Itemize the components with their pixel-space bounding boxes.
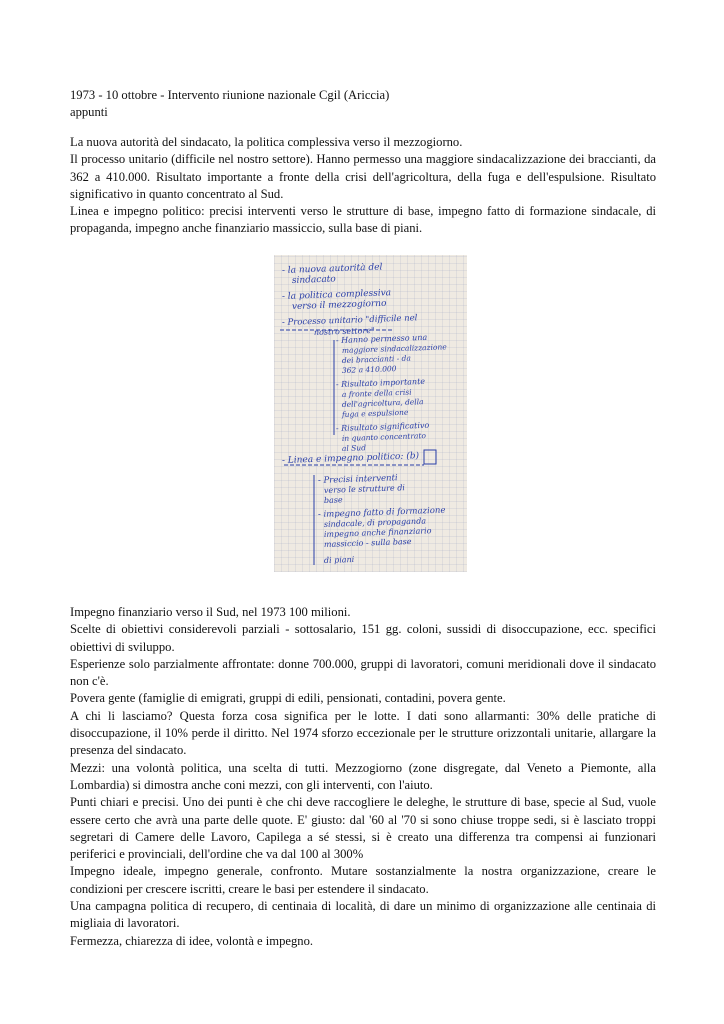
handwritten-notes-image [274,255,467,572]
handwritten-line: maggiore sindacalizzazione [341,342,447,355]
handwritten-line: fuga e espulsione [341,407,409,419]
body-paragraph: Fermezza, chiarezza di idee, volontà e impegno. [70,933,314,948]
handwritten-line: impegno anche finanziario [323,526,432,539]
handwritten-line: - Risultato significativo [335,420,430,433]
handwritten-line: - Hanno permesso una [335,332,428,345]
body-paragraph: Punti chiari e precisi. Uno dei punti è che chi deve raccogliere le deleghe, le strutture di base, specie al Sud, vuole essere certo che avrà una parte delle quote. E' giusto: dal '60 al '70 si sono chiuse troppe sedi, si è lasciato troppi segretari di Camere delle Lavoro, Capilega a sé stessi, si è creato una differenza tra compensi ai funzionari periferici e provinciali, dell'ordine che va dal 100 al 300% [70,795,656,862]
handwritten-line: verso le strutture di [323,483,406,495]
body-paragraph: Scelte di obiettivi considerevoli parziali - sottosalario, 151 gg. coloni, sussidi di disoccupazione, ecc. specifici obiettivi di sviluppo. [70,622,656,654]
body-section [70,604,656,950]
handwritten-line: massiccio - sulla base [323,536,412,549]
handwritten-line: - impegno fatto di formazione [317,505,446,520]
document-title: 1973 - 10 ottobre - Intervento riunione nazionale Cgil (Ariccia) [70,88,390,102]
intro-paragraph: La nuova autorità del sindacato, la politica complessiva verso il mezzogiorno. [70,135,463,149]
handwritten-line: - la nuova autorità del [281,262,383,276]
document-subtitle: appunti [70,105,108,120]
intro-paragraph: Il processo unitario (difficile nel nostro settore). Hanno permesso una maggiore sindacalizzazione dei braccianti, da 362 a 410.000. Risultato importante a fronte della crisi dell'agricoltura, della fuga e dell'espulsione. Risultato significativo in quanto concentrato al Sud. [70,152,656,201]
body-paragraph: Mezzi: una volontà politica, una scelta di tutti. Mezzogiorno (zone disgregate, dal Veneto a Piemonte, alla Lombardia) si dimostra anche coni mezzi, con gli interventi, con l'aiuto. [70,760,656,792]
handwritten-line: 362 a 410.000 [341,364,397,375]
body-paragraph: Impegno finanziario verso il Sud, nel 1973 100 milioni. [70,605,351,619]
handwritten-notes-svg [274,255,467,572]
handwritten-line: - la politica complessiva [281,288,392,302]
handwritten-line: nostro settore" [313,325,375,337]
handwritten-line: al Sud [341,443,367,453]
body-paragraph: Impegno ideale, impegno generale, confronto. Mutare sostanzialmente la nostra organizzazione, creare le condizioni per crescere iscritti, creare le basi per estendere il sindacato. [70,864,656,896]
body-paragraph: Esperienze solo parzialmente affrontate: donne 700.000, gruppi di lavoratori, comuni meridionali dove il sindacato non c'è. [70,656,656,689]
handwritten-line: - Processo unitario "difficile nel [281,313,418,328]
intro-section [70,134,656,238]
handwritten-line: base [323,495,343,505]
handwritten-line: - Linea e impegno politico: (b) [281,451,420,466]
boxed-letter-stroke [424,450,436,464]
handwritten-line: a fronte della crisi [341,387,412,399]
handwritten-line: dei braccianti - da [341,353,411,365]
body-paragraph: Una campagna politica di recupero, di centinaia di località, di dare un minimo di organizzazione alle centinaia di migliaia di lavoratori. [70,899,656,931]
handwritten-line: verso il mezzogiorno [291,298,387,312]
document-header [70,87,656,122]
intro-paragraph: Linea e impegno politico: precisi interventi verso le strutture di base, impegno fatto di formazione sindacale, di propaganda, impegno anche finanziario massiccio, sulla base di piani. [70,204,656,236]
handwritten-line: sindacale, di propaganda [323,516,427,529]
handwritten-text [282,261,448,565]
handwritten-line: dell'agricoltura, della [341,397,424,409]
handwritten-line: di piani [323,554,355,565]
handwritten-line: sindacato [291,274,336,286]
body-paragraph: A chi li lasciamo? Questa forza cosa significa per le lotte. I dati sono allarmanti: 30% delle pratiche di disoccupazione, il 10% perde il diritto. Nel 1974 sforzo eccezionale per le strutture orizzontali unitarie, allargare la presenza del sindacato. [70,708,656,758]
handwritten-line: - Precisi interventi [317,473,398,486]
handwritten-line: in quanto concentrato [341,431,427,443]
handwritten-line: - Risultato importante [335,376,426,389]
body-paragraph: Povera gente (famiglie di emigrati, gruppi di edili, pensionati, contadini, povera gente. [70,691,506,706]
